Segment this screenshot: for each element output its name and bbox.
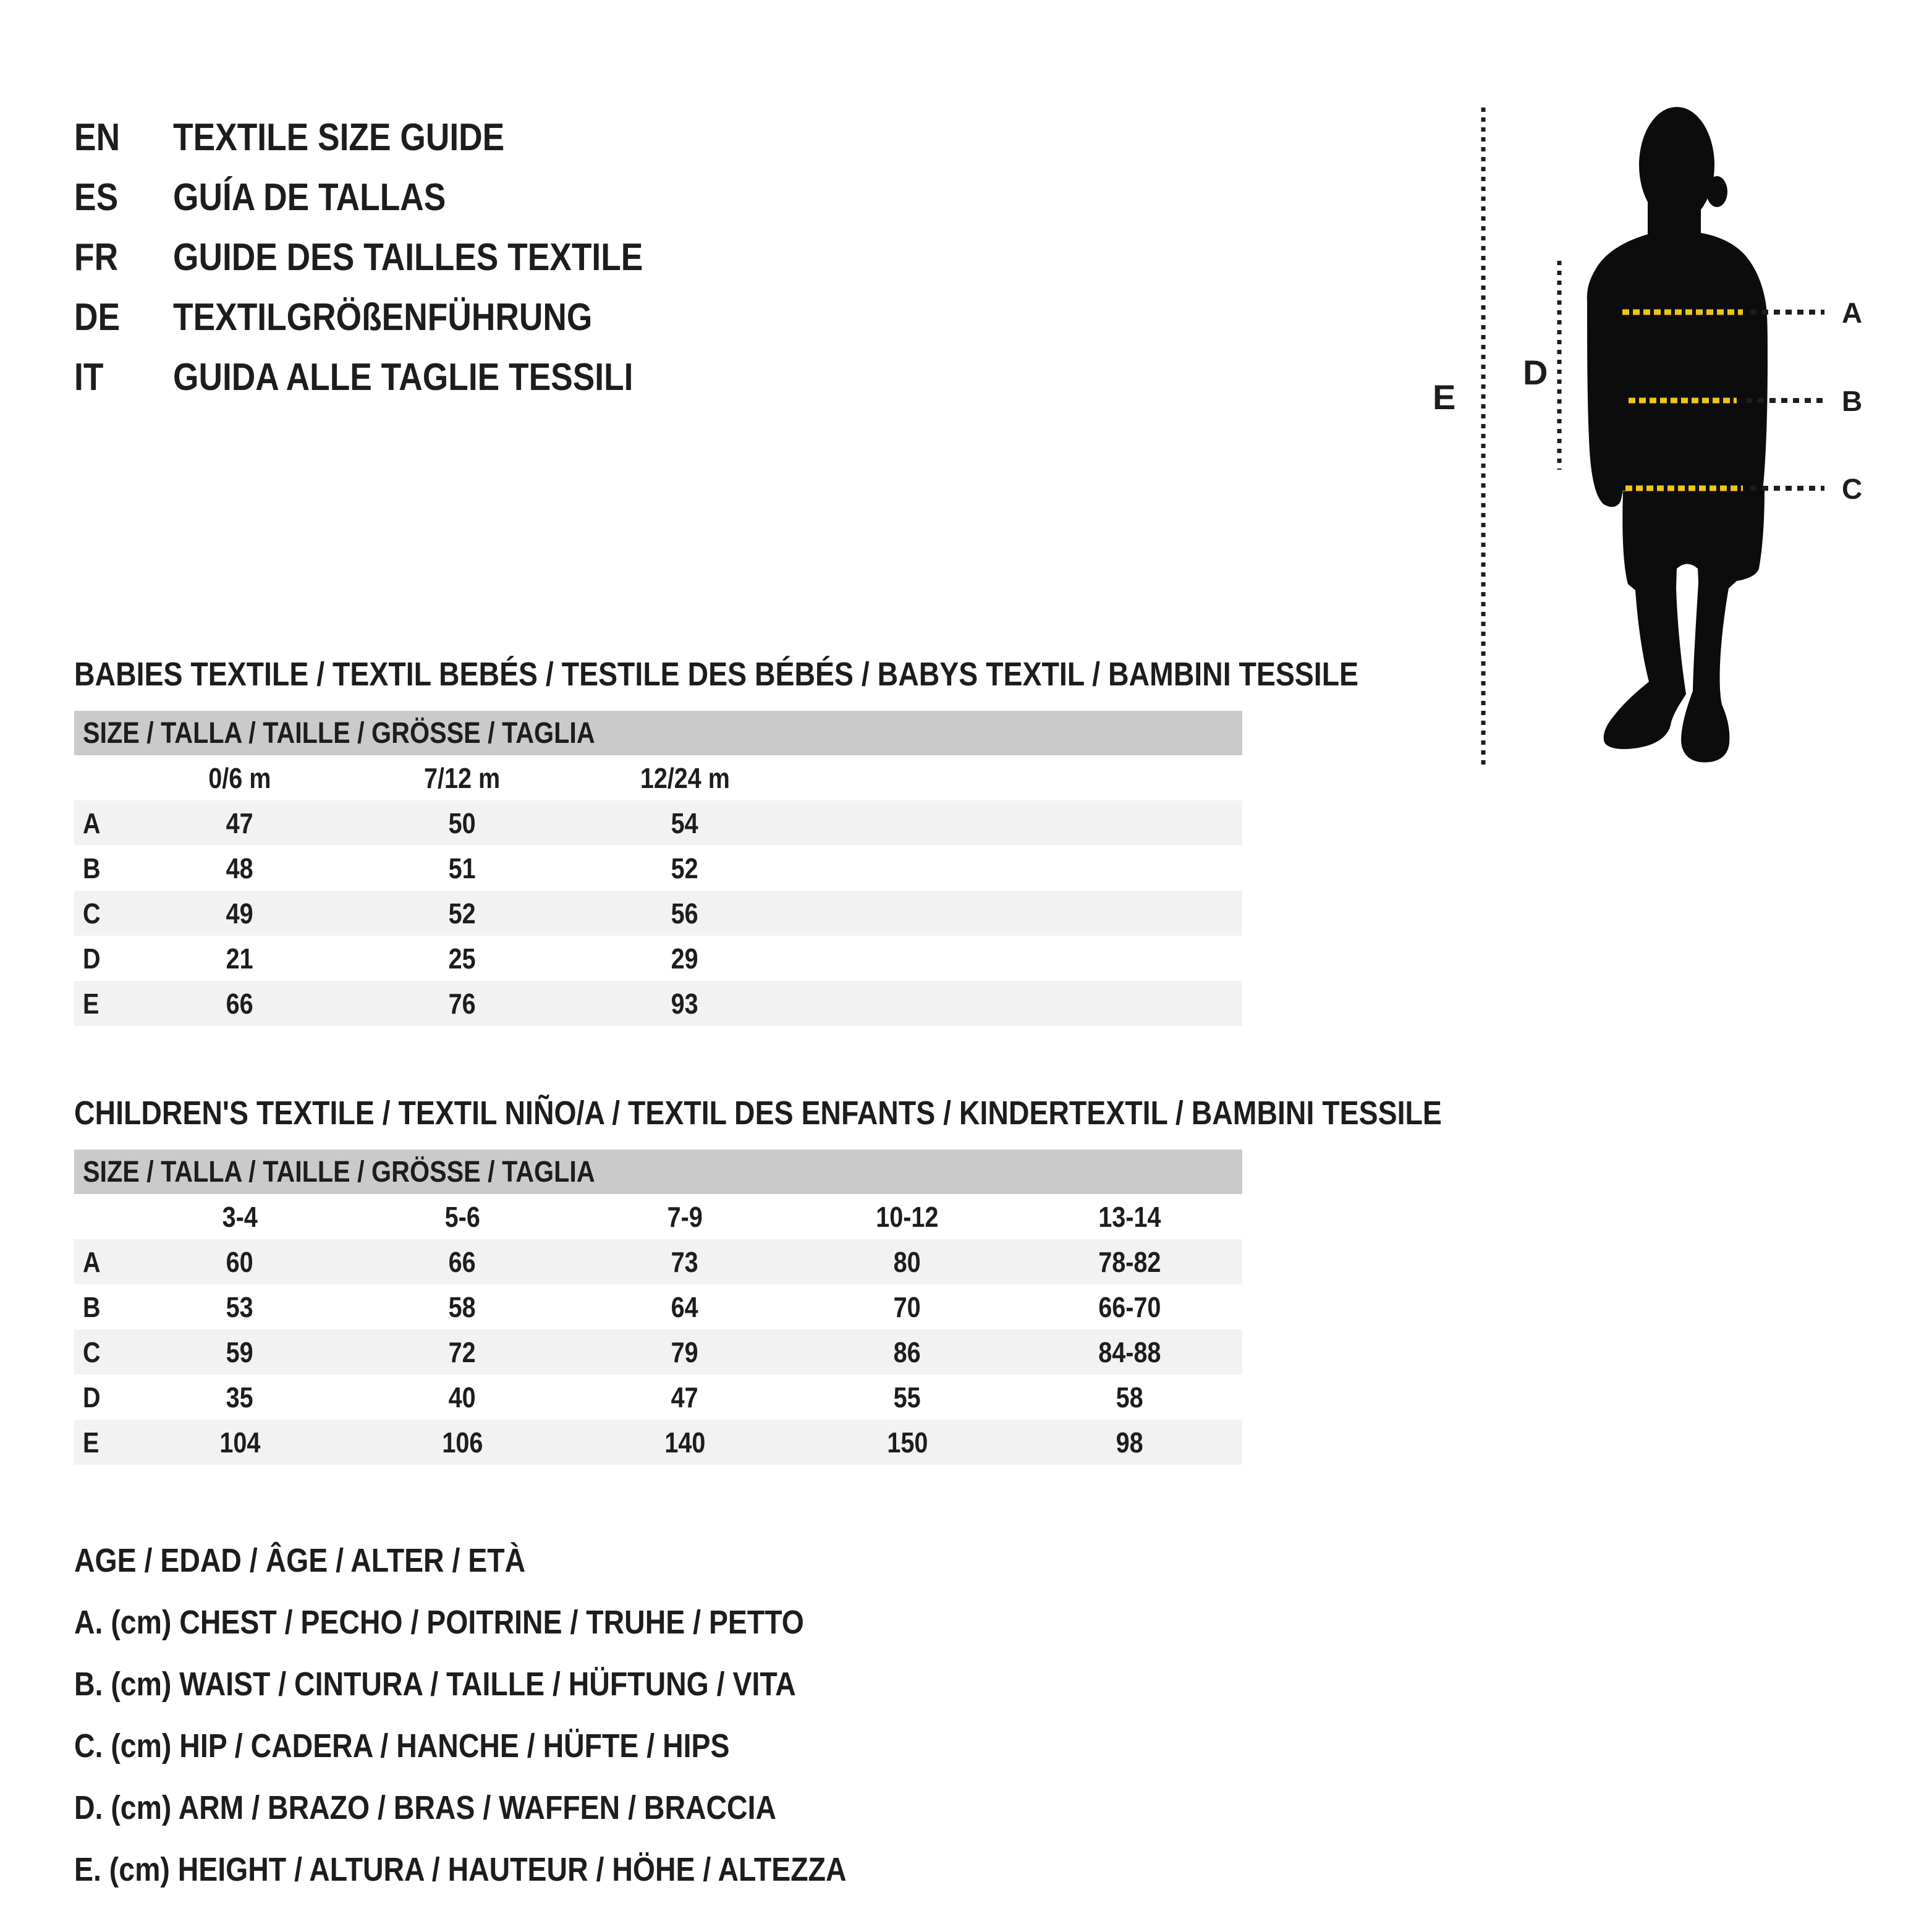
cell-value: 80 bbox=[893, 1245, 921, 1278]
column-header: 5-6 bbox=[444, 1200, 480, 1233]
column-header: 13-14 bbox=[1098, 1200, 1161, 1233]
cell-value: 47 bbox=[226, 807, 253, 839]
language-title: GUIDE DES TAILLES TEXTILE bbox=[173, 236, 643, 279]
cell-value: 50 bbox=[448, 807, 476, 839]
column-header: 3-4 bbox=[222, 1200, 258, 1233]
cell-value: 55 bbox=[893, 1381, 921, 1413]
language-row-it bbox=[74, 347, 719, 407]
language-code: ES bbox=[74, 176, 119, 219]
cell-value: 48 bbox=[226, 852, 253, 884]
row-label: B bbox=[83, 1290, 101, 1323]
cell-value: 53 bbox=[226, 1290, 253, 1323]
language-title: TEXTILGRÖßENFÜHRUNG bbox=[173, 296, 593, 339]
cell-value: 21 bbox=[226, 942, 253, 975]
babies-section-heading: BABIES TEXTILE / TEXTIL BEBÉS / TESTILE DES BÉBÉS / BABYS TEXTIL / BAMBINI TESSILE bbox=[74, 656, 1359, 693]
cell-value: 58 bbox=[1116, 1381, 1143, 1413]
language-title: TEXTILE SIZE GUIDE bbox=[173, 116, 505, 159]
table-row bbox=[74, 1329, 1242, 1375]
label-d-arm: D bbox=[1523, 353, 1548, 392]
cell-value: 52 bbox=[448, 897, 476, 930]
cell-value: 49 bbox=[226, 897, 253, 930]
table-row bbox=[74, 1375, 1242, 1420]
cell-value: 60 bbox=[226, 1245, 253, 1278]
row-label: A bbox=[83, 1245, 101, 1278]
column-header: 7/12 m bbox=[424, 761, 501, 794]
column-header: 0/6 m bbox=[208, 761, 271, 794]
row-label: C bbox=[83, 897, 101, 930]
row-label: D bbox=[83, 942, 101, 975]
cell-value: 79 bbox=[671, 1336, 698, 1368]
child-silhouette bbox=[1587, 107, 1768, 762]
language-row-de bbox=[74, 287, 719, 347]
cell-value: 104 bbox=[219, 1426, 261, 1459]
children-size-header-bar: SIZE / TALLA / TAILLE / GRÖSSE / TAGLIA bbox=[74, 1150, 1242, 1194]
language-row-en bbox=[74, 108, 719, 167]
table-row bbox=[74, 845, 1242, 891]
babies-size-header-bar: SIZE / TALLA / TAILLE / GRÖSSE / TAGLIA bbox=[74, 711, 1242, 755]
row-label: D bbox=[83, 1381, 101, 1413]
legend-line-age: AGE / EDAD / ÂGE / ALTER / ETÀ bbox=[74, 1542, 526, 1579]
cell-value: 66 bbox=[448, 1245, 476, 1278]
cell-value: 150 bbox=[886, 1426, 928, 1459]
label-c-hip: C bbox=[1842, 473, 1863, 505]
cell-value: 59 bbox=[226, 1336, 253, 1368]
table-row bbox=[74, 1284, 1242, 1329]
language-code: FR bbox=[74, 236, 119, 279]
table-row bbox=[74, 936, 1242, 981]
legend-line-height: E. (cm) HEIGHT / ALTURA / HAUTEUR / HÖHE / ALTEZZA bbox=[74, 1851, 847, 1888]
language-code: IT bbox=[74, 356, 104, 399]
cell-value: 47 bbox=[671, 1381, 698, 1413]
table-row bbox=[74, 1420, 1242, 1465]
row-label: E bbox=[83, 987, 100, 1020]
children-section-heading: CHILDREN'S TEXTILE / TEXTIL NIÑO/A / TEXTIL DES ENFANTS / KINDERTEXTIL / BAMBINI TESSILE bbox=[74, 1095, 1442, 1132]
column-header: 12/24 m bbox=[640, 761, 730, 794]
table-row bbox=[74, 891, 1242, 936]
cell-value: 66-70 bbox=[1098, 1290, 1161, 1323]
cell-value: 58 bbox=[448, 1290, 476, 1323]
label-b-waist: B bbox=[1842, 385, 1863, 417]
language-code: DE bbox=[74, 296, 121, 339]
table-row bbox=[74, 800, 1242, 845]
cell-value: 54 bbox=[671, 807, 698, 839]
cell-value: 98 bbox=[1116, 1426, 1143, 1459]
cell-value: 93 bbox=[671, 987, 698, 1020]
row-label: E bbox=[83, 1426, 100, 1459]
cell-value: 52 bbox=[671, 852, 698, 884]
label-e-height: E bbox=[1433, 378, 1456, 417]
cell-value: 29 bbox=[671, 942, 698, 975]
cell-value: 84-88 bbox=[1098, 1336, 1161, 1368]
label-a-chest: A bbox=[1842, 297, 1863, 329]
cell-value: 64 bbox=[671, 1290, 698, 1323]
children-size-table bbox=[74, 1150, 1242, 1465]
column-header: 10-12 bbox=[876, 1200, 939, 1233]
cell-value: 72 bbox=[448, 1336, 476, 1368]
cell-value: 66 bbox=[226, 987, 253, 1020]
cell-value: 35 bbox=[226, 1381, 253, 1413]
row-label: A bbox=[83, 807, 101, 839]
cell-value: 106 bbox=[441, 1426, 483, 1459]
legend-line-arm: D. (cm) ARM / BRAZO / BRAS / WAFFEN / BRACCIA bbox=[74, 1789, 777, 1826]
cell-value: 51 bbox=[448, 852, 476, 884]
cell-value: 78-82 bbox=[1098, 1245, 1161, 1278]
cell-value: 76 bbox=[448, 987, 476, 1020]
table-row bbox=[74, 1239, 1242, 1284]
language-title: GUIDA ALLE TAGLIE TESSILI bbox=[173, 356, 633, 399]
cell-value: 73 bbox=[671, 1245, 698, 1278]
table-row bbox=[74, 981, 1242, 1026]
cell-value: 86 bbox=[893, 1336, 921, 1368]
language-row-es bbox=[74, 167, 719, 227]
measurement-legend bbox=[74, 1530, 972, 1900]
children-column-header-row bbox=[74, 1194, 1242, 1239]
babies-column-header-row bbox=[74, 755, 1242, 800]
row-label: B bbox=[83, 852, 101, 884]
language-title-list bbox=[74, 108, 719, 407]
cell-value: 25 bbox=[448, 942, 476, 975]
row-label: C bbox=[83, 1336, 101, 1368]
legend-line-hip: C. (cm) HIP / CADERA / HANCHE / HÜFTE / HIPS bbox=[74, 1727, 730, 1765]
cell-value: 40 bbox=[448, 1381, 476, 1413]
language-row-fr bbox=[74, 227, 719, 287]
legend-line-waist: B. (cm) WAIST / CINTURA / TAILLE / HÜFTUNG / VITA bbox=[74, 1666, 796, 1703]
language-title: GUÍA DE TALLAS bbox=[173, 176, 446, 219]
language-code: EN bbox=[74, 116, 121, 159]
babies-size-table bbox=[74, 711, 1242, 1026]
cell-value: 140 bbox=[664, 1426, 706, 1459]
column-header: 7-9 bbox=[667, 1200, 703, 1233]
cell-value: 56 bbox=[671, 897, 698, 930]
legend-line-chest: A. (cm) CHEST / PECHO / POITRINE / TRUHE / PETTO bbox=[74, 1604, 804, 1641]
cell-value: 70 bbox=[893, 1290, 921, 1323]
